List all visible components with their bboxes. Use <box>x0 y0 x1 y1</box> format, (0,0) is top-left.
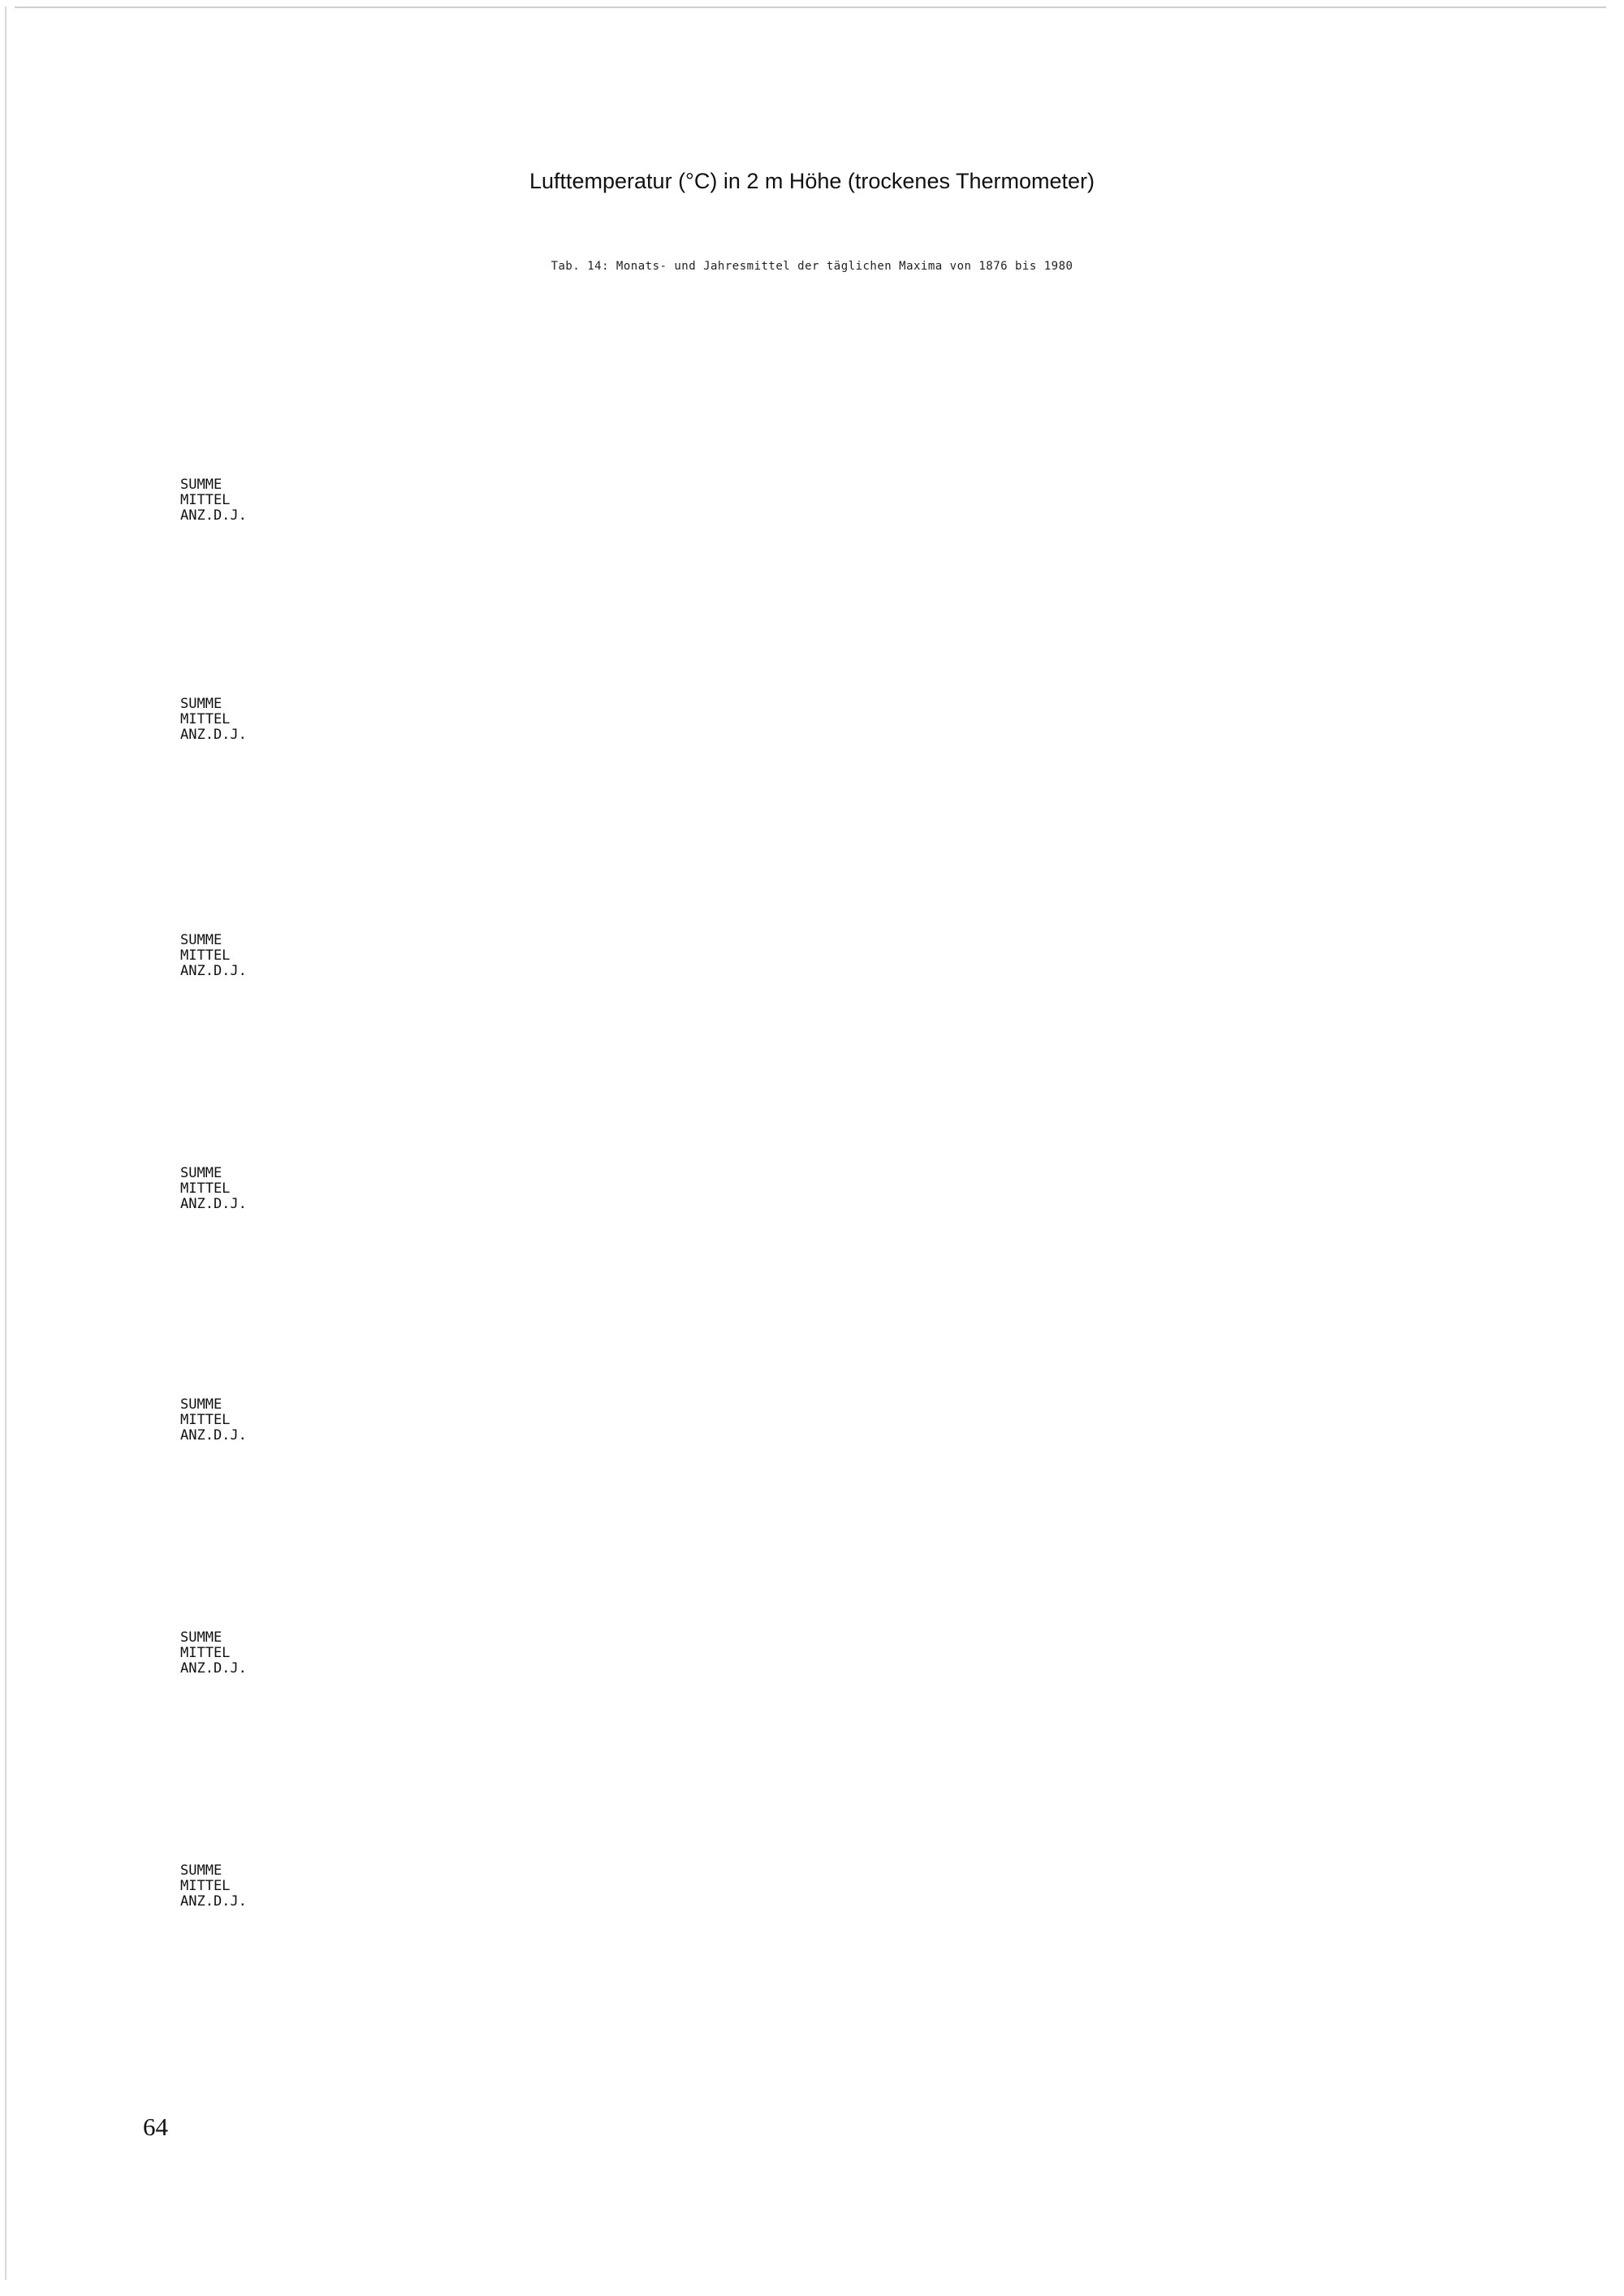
mittel-row-label: MITTEL <box>180 947 231 965</box>
mittel-row-label: MITTEL <box>180 492 231 509</box>
table-caption: Tab. 14: Monats- und Jahresmittel der täglichen Maxima von 1876 bis 1980 <box>551 260 1073 273</box>
anz-row-label: ANZ.D.J. <box>180 1660 247 1677</box>
mittel-row-label: MITTEL <box>180 711 231 728</box>
summe-row-label: SUMME <box>180 1396 222 1413</box>
anz-row-label: ANZ.D.J. <box>180 727 247 744</box>
summe-row-label: SUMME <box>180 1862 222 1879</box>
summe-row-label: SUMME <box>180 1629 222 1646</box>
page-title: Lufttemperatur (°C) in 2 m Höhe (trockenes Thermometer) <box>529 169 1095 193</box>
summe-row-label: SUMME <box>180 477 222 493</box>
anz-row-label: ANZ.D.J. <box>180 1893 247 1910</box>
summe-row-label: SUMME <box>180 696 222 712</box>
anz-row-label: ANZ.D.J. <box>180 507 247 524</box>
scan-edge-left <box>5 6 6 2280</box>
mittel-row-label: MITTEL <box>180 1645 231 1662</box>
mittel-row-label: MITTEL <box>180 1180 231 1198</box>
summe-row-label: SUMME <box>180 932 222 948</box>
mittel-row-label: MITTEL <box>180 1412 231 1429</box>
mittel-row-label: MITTEL <box>180 1878 231 1895</box>
anz-row-label: ANZ.D.J. <box>180 1196 247 1213</box>
summe-row-label: SUMME <box>180 1165 222 1181</box>
anz-row-label: ANZ.D.J. <box>180 1427 247 1444</box>
anz-row-label: ANZ.D.J. <box>180 963 247 980</box>
scan-edge-top <box>15 6 1606 8</box>
page-number: 64 <box>143 2113 168 2141</box>
